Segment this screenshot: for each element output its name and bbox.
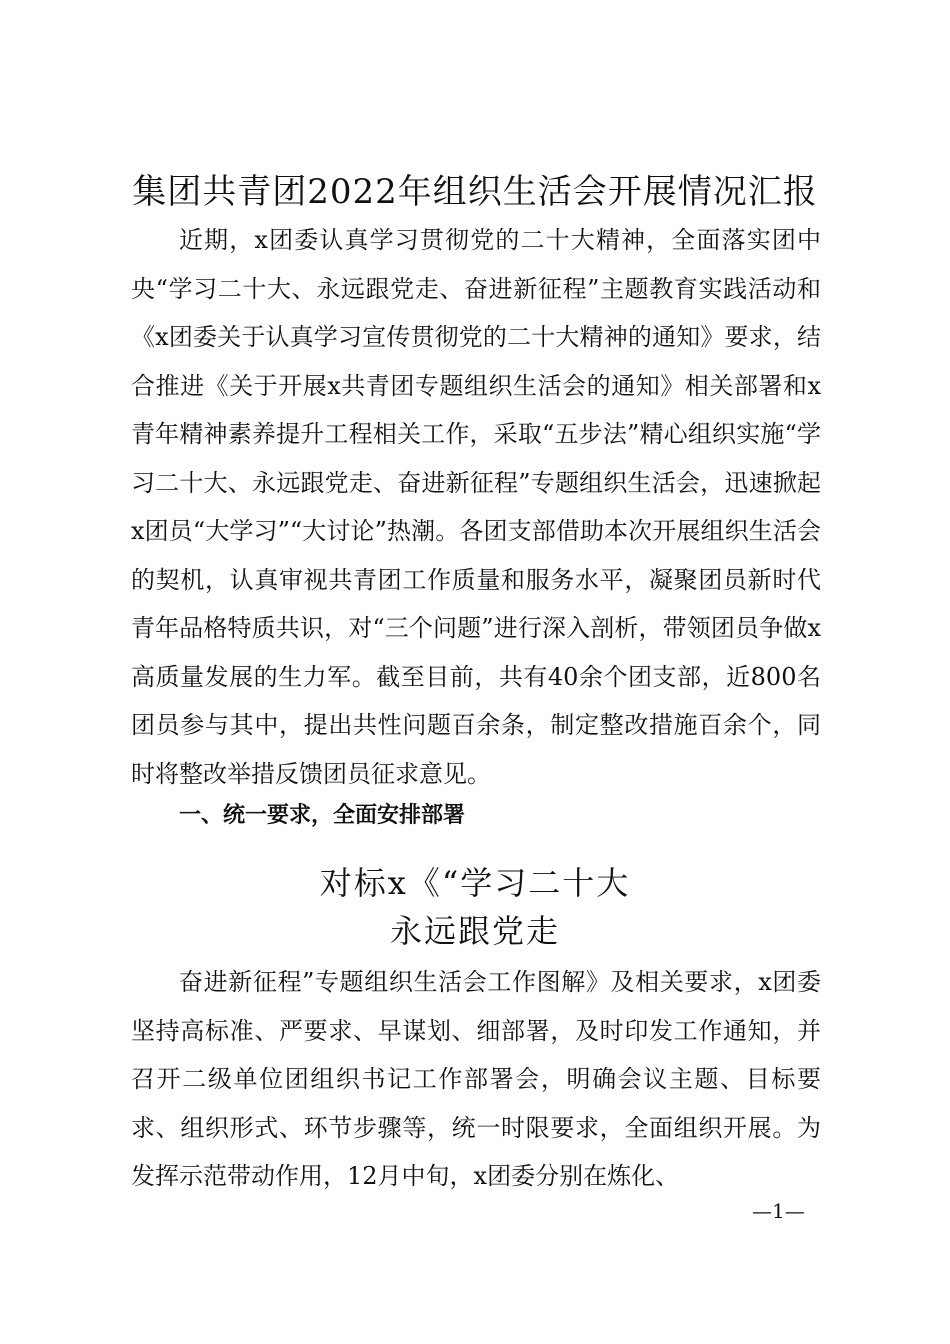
page-number: —1—: [752, 1199, 805, 1223]
body-paragraph-2: 奋进新征程”专题组织生活会工作图解》及相关要求，x团委坚持高标准、严要求、早谋划、细部署，及时印发工作通知，并召开二级单位团组织书记工作部署会，明确会议主题、目标要求、组织形式、环节步骤等，统一时限要求，全面组织开展。为发挥示范带动作用，12月中旬，x团委分别在炼化、: [131, 968, 821, 1190]
document-title: 集团共青团2022年组织生活会开展情况汇报: [132, 172, 818, 212]
enlarged-text-line-2: 永远跟党走: [389, 912, 560, 950]
enlarged-text-line-1: 对标x《“学习二十大: [319, 864, 631, 902]
body-paragraph-1: 近期，x团委认真学习贯彻党的二十大精神，全面落实团中央“学习二十大、永远跟党走、奋进新征程”主题教育实践活动和《x团委关于认真学习宣传贯彻党的二十大精神的通知》要求，结合推进《关于开展x共青团专题组织生活会的通知》相关部署和x青年精神素养提升工程相关工作，采取“五步法”精心组织实施“学习二十大、永远跟党走、奋进新征程”专题组织生活会，迅速掀起x团员“大学习”“大讨论”热潮。各团支部借助本次开展组织生活会的契机，认真审视共青团工作质量和服务水平，凝聚团员新时代青年品格特质共识，对“三个问题”进行深入剖析，带领团员争做x高质量发展的生力军。截至目前，共有40余个团支部，近800名团员参与其中，提出共性问题百余条，制定整改措施百余个，同时将整改举措反馈团员征求意见。: [131, 226, 821, 788]
section-heading-1: 一、统一要求，全面安排部署: [179, 803, 466, 828]
